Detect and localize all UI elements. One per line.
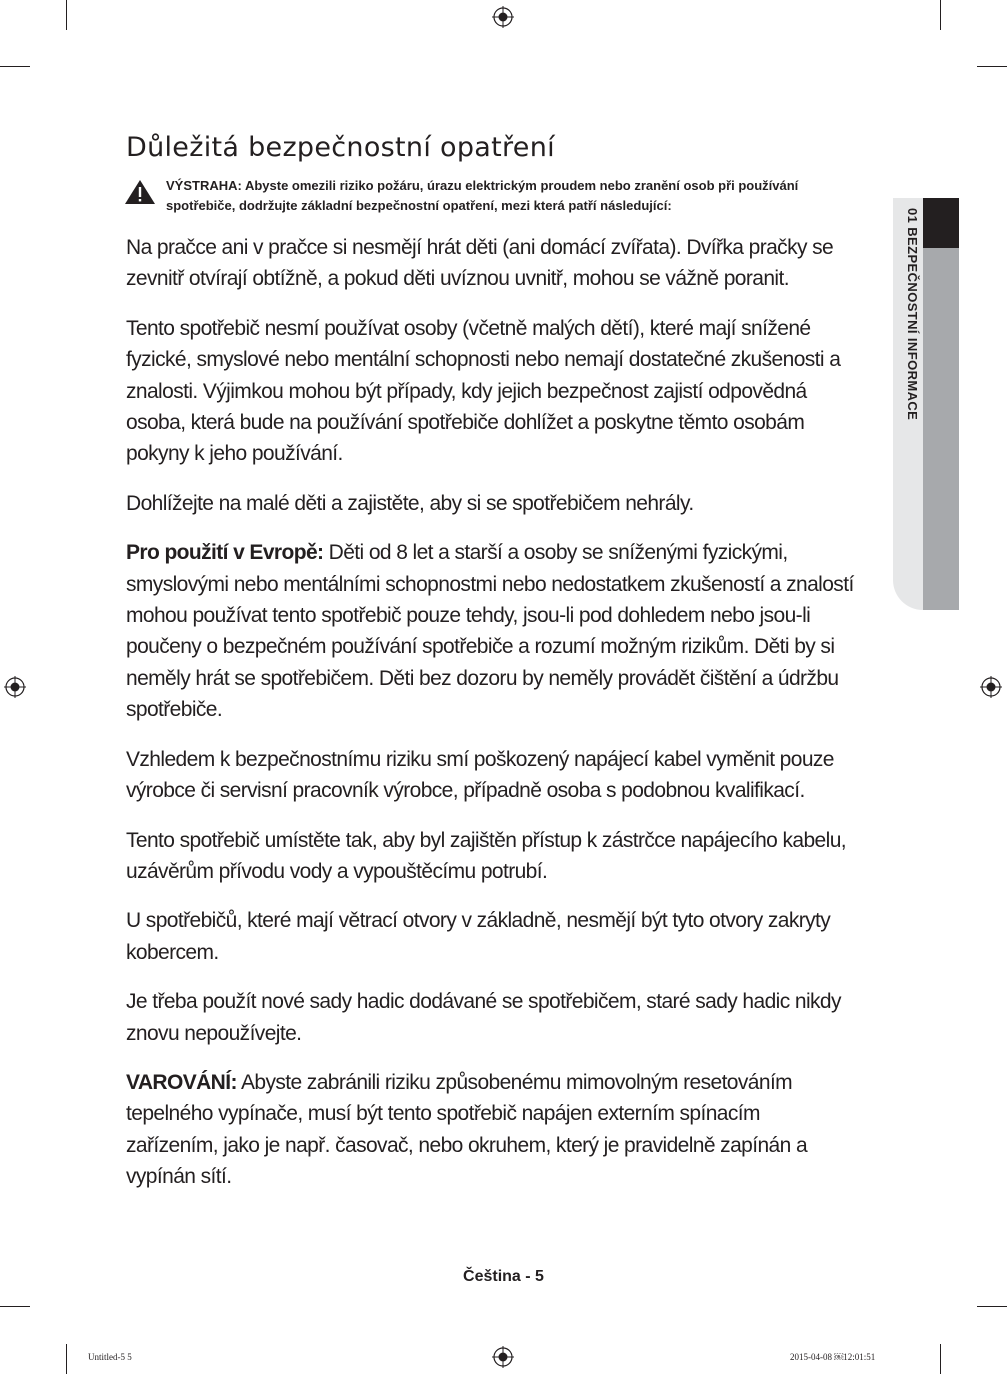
- paragraph: Vzhledem k bezpečnostnímu riziku smí poškozený napájecí kabel vyměnit pouze výrobce či servisní pracovník výrobce, případně osoba s podobnou kvalifikací.: [126, 747, 834, 803]
- varovani-text: Abyste zabránili riziku způsobenému mimovolným resetováním tepelného vypínače, musí být tento spotřebič napájen externím spínacím zařízením, jako je např. časovač, nebo okruhem, který je pravidelně zapínán a vypínán sítí.: [126, 1070, 808, 1189]
- paragraph: Dohlížejte na malé děti a zajistěte, aby si se spotřebičem nehrály.: [126, 491, 694, 515]
- paragraph-varovani: [126, 1067, 856, 1193]
- crop-mark: [977, 1306, 1007, 1307]
- registration-mark-icon: [980, 676, 1002, 698]
- chapter-tab-dark: [923, 198, 959, 248]
- chapter-tab-gray: [923, 198, 959, 610]
- europe-label: Pro použití v Evropě:: [126, 541, 324, 565]
- paragraph: Na pračce ani v pračce si nesmějí hrát děti (ani domácí zvířata). Dvířka pračky se zevnitř otvírají obtížně, a pokud děti uvíznou uvnitř, mohou se vážně poranit.: [126, 236, 834, 291]
- europe-text: Děti od 8 let a starší a osoby se sníženými fyzickými, smyslovými nebo mentálními schopnostmi nebo nedostatkem zkušeností a znalostí mohou používat tento spotřebič pouze tehdy, jsou-li pod dohledem nebo jsou-li poučeny o bezpečném používání spotřebiče a rozumí možným rizikům. Děti by si neměly hrát se spotřebičem. Děti bez dozoru by neměly provádět čištění a údržbu spotřebiče.: [126, 541, 854, 722]
- crop-mark: [66, 0, 67, 30]
- varovani-label: VAROVÁNÍ:: [126, 1070, 237, 1094]
- page-number: Čeština - 5: [463, 1268, 544, 1285]
- crop-mark: [66, 1344, 67, 1374]
- registration-mark-icon: [492, 1346, 514, 1368]
- paragraph: Tento spotřebič nesmí používat osoby (včetně malých dětí), které mají snížené fyzické, smyslové nebo mentální schopnosti nebo nemají dostatečné zkušenosti a znalosti. Výjimkou mohou být případy, kdy jejich bezpečnost zajistí odpovědná osoba, která bude na používání spotřebiče dohlížet a poskytne těmto osobám pokyny k jeho používání.: [126, 316, 841, 466]
- chapter-label: 01 BEZPEČNOSTNÍ INFORMACE: [905, 208, 920, 421]
- paragraph-europe: [126, 537, 856, 725]
- crop-mark: [0, 66, 30, 67]
- crop-mark: [0, 1306, 30, 1307]
- crop-mark: [940, 0, 941, 30]
- registration-mark-icon: [4, 676, 26, 698]
- crop-mark: [977, 66, 1007, 67]
- slug-left: Untitled-5 5: [88, 1352, 132, 1362]
- warning-text: VÝSTRAHA: Abyste omezili riziko požáru, úrazu elektrickým proudem nebo zranění osob při používání spotřebiče, dodržujte základní bezpečnostní opatření, mezi která patří následující:: [166, 178, 799, 213]
- registration-mark-icon: [492, 6, 514, 28]
- paragraph: Je třeba použít nové sady hadic dodávané se spotřebičem, staré sady hadic nikdy znovu nepoužívejte.: [126, 990, 841, 1045]
- slug-right: 2015-04-08 ￼12:01:51: [790, 1352, 876, 1362]
- paragraph: Tento spotřebič umístěte tak, aby byl zajištěn přístup k zástrčce napájecího kabelu, uzávěrům přívodu vody a vypouštěcímu potrubí.: [126, 828, 847, 883]
- page-title: Důležitá bezpečnostní opatření: [126, 132, 555, 163]
- crop-mark: [940, 1344, 941, 1374]
- warning-triangle-icon: [124, 179, 156, 205]
- body-text: [126, 232, 856, 1211]
- paragraph: U spotřebičů, které mají větrací otvory v základně, nesmějí být tyto otvory zakryty kobercem.: [126, 909, 831, 964]
